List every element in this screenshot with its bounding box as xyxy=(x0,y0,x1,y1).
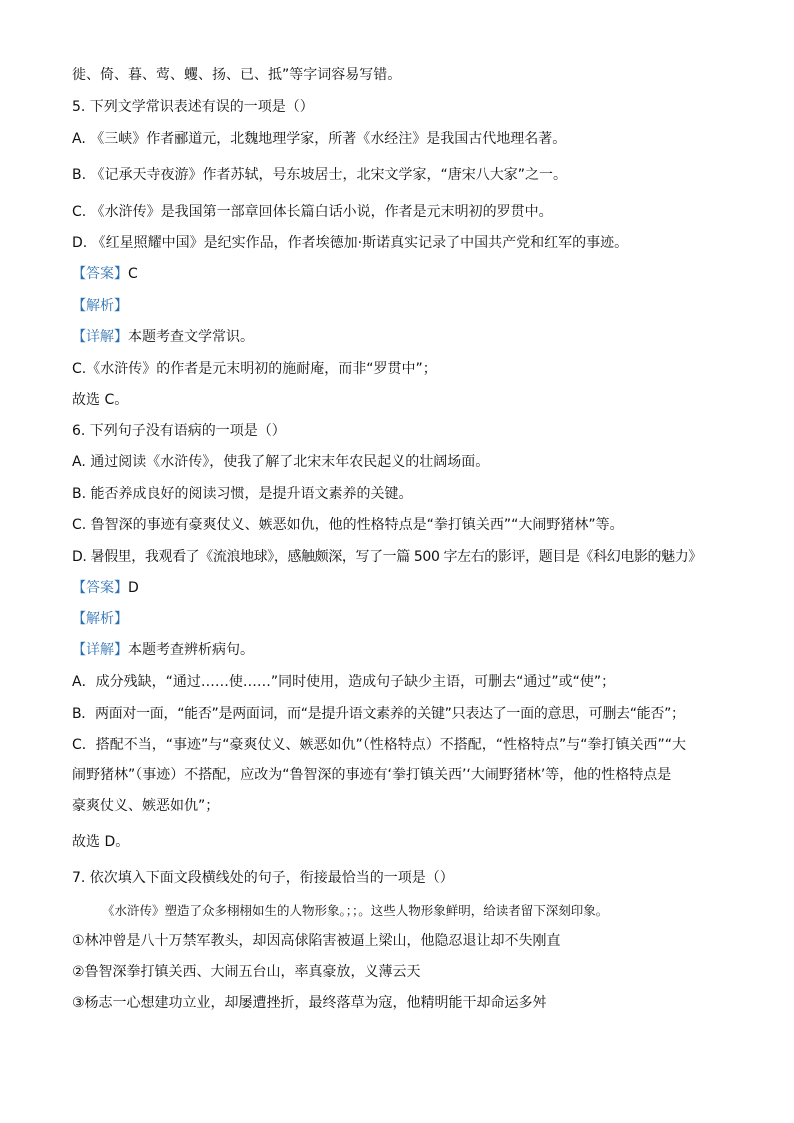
text-line: C．搭配不当，“事迹”与“豪爽仗义、嫉恶如仇”（性格特点）不搭配，“性格特点”与“拳打镇关西”“大 xyxy=(72,737,687,753)
text-line: C.《水浒传》的作者是元末明初的施耐庵，而非“罗贯中”； xyxy=(72,361,437,377)
q5-option-b: B. 《记承天寺夜游》作者苏轼，号东坡居士，北宋文学家，“唐宋八大家”之一。 xyxy=(72,167,568,183)
text-line: 故选 C。 xyxy=(72,392,129,408)
q5-option-d: D. 《红星照耀中国》是纪实作品，作者埃德加·斯诺真实记录了中国共产党和红军的事迹。 xyxy=(72,235,629,251)
q6-option-a: A. 通过阅读《水浒传》，使我了解了北宋末年农民起义的壮阔场面。 xyxy=(72,454,490,470)
text-line: 故选 D。 xyxy=(72,834,130,850)
q6-answer: 【答案】D xyxy=(72,580,139,596)
q7-sentence-3: ③杨志一心想建功立业，却屡遭挫折，最终落草为寇，他精明能干却命运多舛 xyxy=(72,995,547,1011)
q5-option-a: A. 《三峡》作者郦道元，北魏地理学家，所著《水经注》是我国古代地理名著。 xyxy=(72,131,567,147)
detail-tag: 【详解】 xyxy=(72,642,128,658)
q7-sentence-2: ②鲁智深拳打镇关西、大闹五台山，率真豪放，义薄云天 xyxy=(72,964,421,980)
question-6-stem: 6. 下列句子没有语病的一项是（） xyxy=(72,423,286,439)
text-line: B．两面对一面，“能否”是两面词，而“是提升语文素养的关键”只表达了一面的意思，可删去“能否”； xyxy=(72,706,685,722)
q5-detail: 【详解】本题考查文学常识。 xyxy=(72,329,254,345)
q5-answer: 【答案】C xyxy=(72,266,138,282)
text-line: 豪爽仗义、嫉恶如仇”； xyxy=(72,798,220,814)
q6-analysis-heading xyxy=(72,610,732,628)
question-5-stem: 5. 下列文学常识表述有误的一项是（） xyxy=(72,99,314,115)
answer-tag: 【答案】 xyxy=(72,266,128,282)
q6-option-d: D. 暑假里，我观看了《流浪地球》，感触颇深，写了一篇 500 字左右的影评，题目是《科幻电影的魅力》 xyxy=(72,549,702,565)
q6-option-c: C. 鲁智深的事迹有豪爽仗义、嫉恶如仇，他的性格特点是“拳打镇关西”“大闹野猪林”等。 xyxy=(72,517,624,533)
text-line: 闹野猪林”（事迹）不搭配，应改为“鲁智深的事迹有‘拳打镇关西’‘大闹野猪林’等，他的性格特点是 xyxy=(72,767,672,783)
q7-sentence-1: ①林冲曾是八十万禁军教头，却因高俅陷害被逼上梁山，他隐忍退让却不失刚直 xyxy=(72,933,561,949)
analysis-tag: 【解析】 xyxy=(72,611,128,627)
q6-option-b: B. 能否养成良好的阅读习惯，是提升语文素养的关键。 xyxy=(72,486,413,502)
q7-passage: 《水浒传》塑造了众多栩栩如生的人物形象。；；。这些人物形象鲜明，给读者留下深刻印象。 xyxy=(102,903,609,918)
q6-detail: 【详解】本题考查辨析病句。 xyxy=(72,642,254,658)
answer-tag: 【答案】 xyxy=(72,580,128,596)
text-line: A．成分残缺，“通过……使……”同时使用，造成句子缺少主语，可删去“通过”或“使”； xyxy=(72,674,616,690)
text-line: 徙、倚、暮、莺、蠼、扬、已、抵”等字词容易写错。 xyxy=(72,67,402,83)
detail-tag: 【详解】 xyxy=(72,329,128,345)
q5-option-c: C. 《水浒传》是我国第一部章回体长篇白话小说，作者是元末明初的罗贯中。 xyxy=(72,204,553,220)
analysis-tag: 【解析】 xyxy=(72,298,128,314)
q5-analysis-heading xyxy=(72,297,732,315)
question-7-stem: 7. 依次填入下面文段横线处的句子，衔接最恰当的一项是（） xyxy=(72,870,454,886)
